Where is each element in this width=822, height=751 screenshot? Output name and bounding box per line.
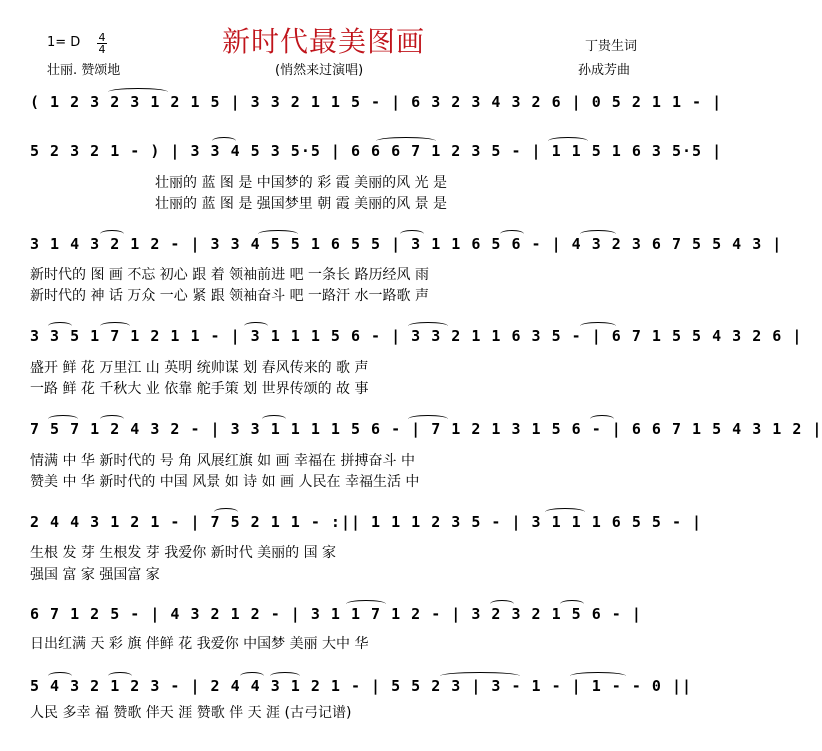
slur bbox=[258, 230, 298, 238]
notation-row-7: 6 7 1 2 5 - | 4 3 2 1 2 - | 3 1 1 7 1 2 - | 3 2 3 2 1 5 6 - | bbox=[30, 605, 642, 623]
slur bbox=[212, 137, 236, 145]
slur bbox=[48, 415, 78, 423]
slur bbox=[400, 230, 424, 238]
slur bbox=[376, 137, 436, 145]
slur bbox=[108, 672, 132, 680]
lyrics-row-5-verse-1: 情满 中 华 新时代的 号 角 风展红旗 如 画 幸福在 拼搏奋斗 中 bbox=[30, 453, 415, 469]
slur bbox=[214, 508, 238, 516]
lyrics-row-6-verse-2: 强国 富 家 强国富 家 bbox=[30, 567, 160, 583]
slur bbox=[545, 508, 585, 516]
slur bbox=[108, 88, 168, 96]
slur bbox=[500, 230, 524, 238]
slur bbox=[490, 600, 514, 608]
slur bbox=[408, 322, 448, 330]
lyrics-row-6-verse-1: 生根 发 芽 生根发 芽 我爱你 新时代 美丽的 国 家 bbox=[30, 545, 337, 561]
notation-row-5: 7 5 7 1 2 4 3 2 - | 3 3 1 1 1 1 5 6 - | 7 1 2 1 3 1 5 6 - | 6 6 7 1 5 4 3 1 2 | bbox=[30, 420, 822, 438]
lyrics-row-2-verse-1: 壮丽的 蓝 图 是 中国梦的 彩 霞 美丽的风 光 是 bbox=[155, 175, 448, 191]
slur bbox=[270, 672, 300, 680]
composer: 孙成芳曲 bbox=[578, 63, 631, 78]
lyrics-row-3-verse-2: 新时代的 神 话 万众 一心 紧 跟 领袖奋斗 吧 一路汗 水一路歌 声 bbox=[30, 288, 429, 304]
lyrics-row-5-verse-2: 赞美 中 华 新时代的 中国 风景 如 诗 如 画 人民在 幸福生活 中 bbox=[30, 474, 420, 490]
slur bbox=[408, 415, 448, 423]
slur bbox=[48, 322, 72, 330]
lyrics-row-4-verse-1: 盛开 鲜 花 万里江 山 英明 统帅谋 划 春风传来的 歌 声 bbox=[30, 360, 369, 376]
slur bbox=[440, 672, 520, 680]
notation-row-2: 5 2 3 2 1 - ) | 3 3 4 5 3 5·5 | 6 6 6 7 1 2 3 5 - | 1 1 5 1 6 3 5·5 | bbox=[30, 142, 723, 160]
notation-row-3: 3 1 4 3 2 1 2 - | 3 3 4 5 5 1 6 5 5 | 3 1 1 6 5 6 - | 4 3 2 3 6 7 5 5 4 3 | bbox=[30, 235, 783, 253]
slur bbox=[244, 322, 268, 330]
slur bbox=[548, 137, 588, 145]
slur bbox=[580, 230, 616, 238]
slur bbox=[240, 672, 264, 680]
time-top: 4 bbox=[98, 31, 106, 44]
lyricist: 丁贵生词 bbox=[585, 39, 638, 54]
slur bbox=[100, 322, 130, 330]
slur bbox=[100, 230, 124, 238]
slur bbox=[560, 600, 584, 608]
lyrics-row-4-verse-2: 一路 鲜 花 千秋大 业 依靠 舵手策 划 世界传颂的 故 事 bbox=[30, 381, 369, 397]
lyrics-row-3-verse-1: 新时代的 图 画 不忘 初心 跟 着 领袖前进 吧 一条长 路历经风 雨 bbox=[30, 267, 429, 283]
lyrics-row-2-verse-2: 壮丽的 蓝 图 是 强国梦里 朝 霞 美丽的风 景 是 bbox=[155, 196, 448, 212]
slur bbox=[590, 415, 614, 423]
slur bbox=[570, 672, 626, 680]
time-signature bbox=[97, 32, 107, 55]
performance-style: 壮丽. 赞颂地 bbox=[47, 63, 121, 78]
page-title: 新时代最美图画 bbox=[222, 25, 426, 58]
slur bbox=[48, 672, 72, 680]
key-signature bbox=[47, 35, 80, 50]
notation-row-8: 5 4 3 2 1 2 3 - | 2 4 4 3 1 2 1 - | 5 5 2 3 | 3 - 1 - | 1 - - 0 || bbox=[30, 677, 693, 695]
subtitle: (悄然来过演唱) bbox=[275, 63, 364, 78]
notation-row-6: 2 4 4 3 1 2 1 - | 7 5 2 1 1 - :|| 1 1 1 2 3 5 - | 3 1 1 1 6 5 5 - | bbox=[30, 513, 703, 531]
slur bbox=[346, 600, 386, 608]
slur bbox=[100, 415, 124, 423]
lyrics-row-8-verse-1: 人民 多幸 福 赞歌 伴天 涯 赞歌 伴 天 涯 (古弓记谱) bbox=[30, 705, 352, 721]
key-text: 1= D bbox=[47, 35, 81, 50]
notation-row-4: 3 3 5 1 7 1 2 1 1 - | 3 1 1 1 5 6 - | 3 3 2 1 1 6 3 5 - | 6 7 1 5 5 4 3 2 6 | bbox=[30, 327, 803, 345]
time-bottom: 4 bbox=[98, 43, 106, 56]
lyrics-row-7-verse-1: 日出红满 天 彩 旗 伴鲜 花 我爱你 中国梦 美丽 大中 华 bbox=[30, 636, 369, 652]
notation-row-1: ( 1 2 3 2 3 1 2 1 5 | 3 3 2 1 1 5 - | 6 3 2 3 4 3 2 6 | 0 5 2 1 1 - | bbox=[30, 93, 723, 111]
slur bbox=[580, 322, 616, 330]
slur bbox=[262, 415, 286, 423]
